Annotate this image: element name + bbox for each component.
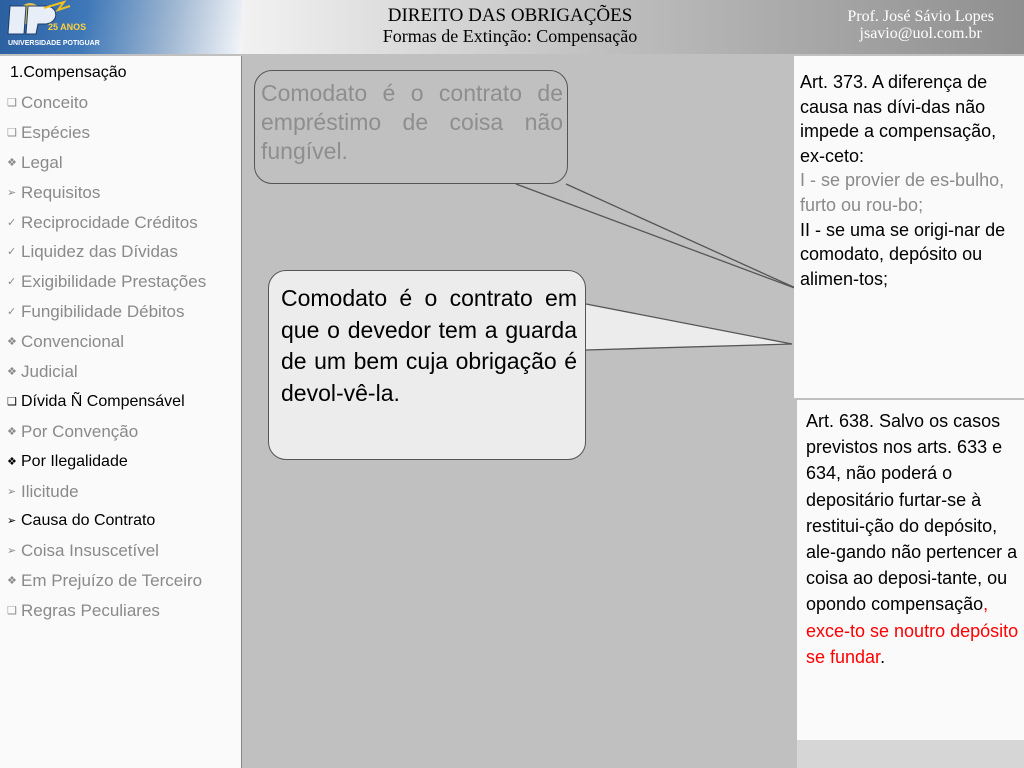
- bullet-icon: ✓: [7, 246, 17, 259]
- bullet-icon: ➢: [7, 545, 17, 558]
- outline-item-label: Judicial: [21, 362, 78, 382]
- callout-deposito-text: Comodato é o contrato em que o devedor tem a guarda de um bem cuja obrigação é devol-vê-la.: [281, 285, 577, 406]
- bullet-icon: ❖: [7, 575, 17, 588]
- outline-item-label: Por Ilegalidade: [21, 452, 128, 470]
- outline-item-label: Espécies: [21, 122, 90, 142]
- outline-item-label: Ilicitude: [21, 481, 79, 501]
- title-line-2: Formas de Extinção: Compensação: [382, 26, 638, 46]
- article-638-end: .: [880, 646, 886, 667]
- bullet-icon: ❑: [7, 97, 17, 109]
- outline-item-label: Coisa Insuscetível: [21, 541, 159, 561]
- author-email: jsavio@uol.com.br: [859, 25, 982, 42]
- article-373-panel: [794, 56, 1024, 398]
- article-638-text: [806, 408, 1021, 670]
- bullet-icon: ❖: [7, 336, 17, 349]
- callout2-pointer: [586, 304, 792, 350]
- bullet-icon: ❑: [7, 395, 17, 408]
- outline-item-label: Dívida Ñ Compensável: [21, 392, 185, 410]
- outline-item-label: Causa do Contrato: [21, 512, 156, 530]
- outline-item-label: Convencional: [21, 332, 125, 352]
- outline-item-label: Em Prejuízo de Terceiro: [21, 571, 203, 591]
- bullet-icon: ❖: [7, 366, 17, 379]
- outline-item-label: Liquidez das Dívidas: [21, 242, 178, 262]
- article-373-intro: Art. 373. A diferença de causa nas dívi-das não impede a compensação, ex-ceto:: [800, 72, 997, 166]
- outline-item-label: Regras Peculiares: [21, 601, 160, 621]
- bullet-icon: ✓: [7, 306, 17, 319]
- article-638-body: Art. 638. Salvo os casos previstos nos arts. 633 e 634, não poderá o depositário furtar-se à restitui-ção do depósito, ale-gando não pertencer a coisa ao deposi-tante, ou opondo compensação: [806, 411, 1018, 615]
- callout-deposito-definition: [268, 270, 586, 460]
- bullet-icon: ❖: [7, 156, 17, 169]
- callout1-pointer-line-b: [566, 184, 800, 290]
- bullet-icon: ✓: [7, 276, 17, 289]
- title-line-1: DIREITO DAS OBRIGAÇÕES: [387, 5, 633, 26]
- outline-item-label: Legal: [21, 152, 63, 172]
- article-638-panel: [797, 400, 1024, 740]
- logo-subtext: UNIVERSIDADE POTIGUAR: [8, 40, 100, 47]
- outline-item-label: Por Convenção: [21, 421, 139, 441]
- bullet-icon: ➢: [7, 515, 17, 528]
- logo-text: 25 ANOS: [48, 22, 87, 32]
- outline-item-label: Reciprocidade Créditos: [21, 212, 198, 232]
- bullet-icon: ❖: [7, 425, 17, 438]
- panel-bottom-strip: [797, 740, 1024, 768]
- bullet-icon: ❑: [7, 126, 17, 139]
- article-373-item1: I - se provier de es-bulho, furto ou rou-bo;: [800, 170, 1005, 215]
- article-373-item2: II - se uma se origi-nar de comodato, depósito ou alimen-tos;: [800, 219, 1006, 289]
- article-373-text: [800, 70, 1015, 291]
- callout-comodato-text: Comodato é o contrato de empréstimo de coisa não fungível.: [261, 80, 563, 164]
- callout-comodato-definition: [254, 70, 568, 184]
- bullet-icon: ✓: [7, 216, 17, 229]
- author-name: Prof. José Sávio Lopes: [847, 8, 994, 25]
- outline-item-label: Fungibilidade Débitos: [21, 302, 185, 322]
- outline-item-label: Requisitos: [21, 182, 101, 202]
- article-638-highlight: , exce-to se noutro depósito se fundar: [806, 594, 1019, 667]
- outline-section-title: 1.Compensação: [10, 64, 127, 81]
- bullet-icon: ❑: [7, 605, 17, 618]
- bullet-icon: ❖: [7, 455, 17, 468]
- bullet-icon: ➢: [7, 186, 17, 199]
- outline-item-label: Conceito: [21, 93, 89, 112]
- bullet-icon: ➢: [7, 485, 17, 498]
- outline-item-label: Exigibilidade Prestações: [21, 272, 207, 292]
